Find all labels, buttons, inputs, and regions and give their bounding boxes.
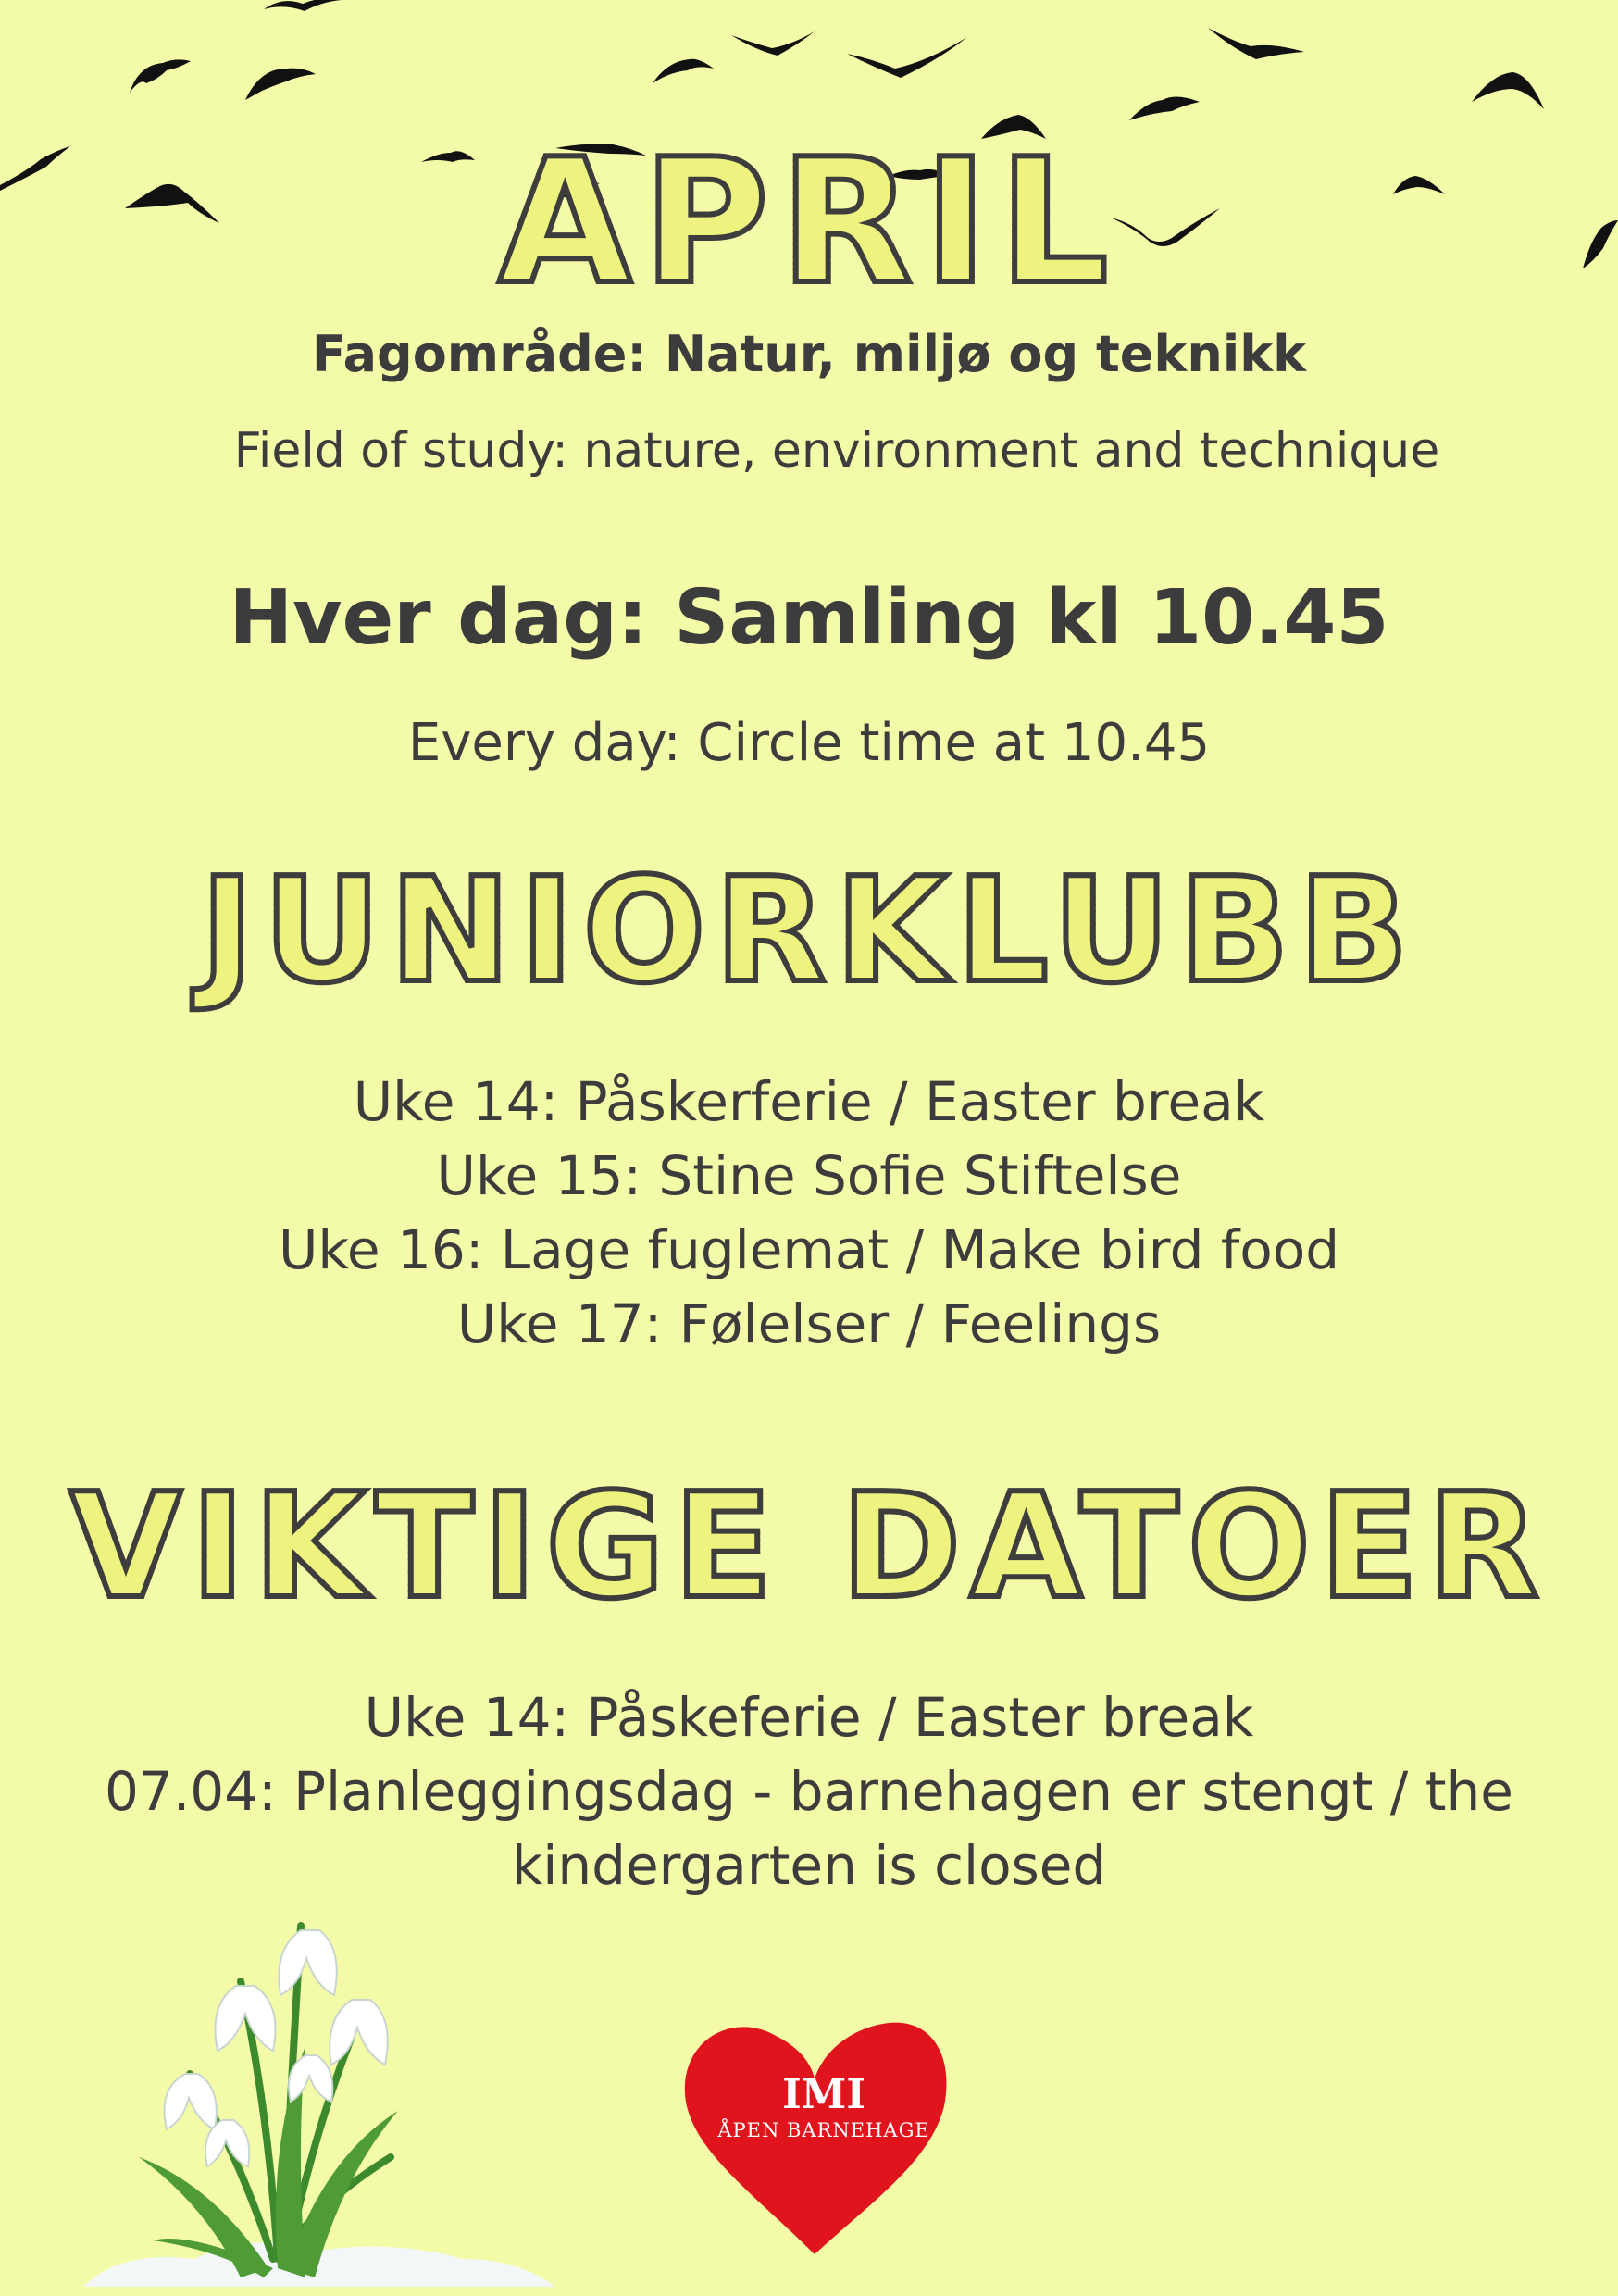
- list-item: Uke 15: Stine Sofie Stiftelse: [436, 1144, 1182, 1207]
- list-item: Uke 17: Følelser / Feelings: [456, 1292, 1162, 1355]
- bird-icon: [130, 59, 191, 93]
- juniorklubb-heading: JUNIORKLUBB: [0, 847, 1618, 1014]
- list-item: Uke 16: Lage fuglemat / Make bird food: [278, 1218, 1340, 1281]
- juniorklubb-list: [0, 1065, 1618, 1361]
- list-item: Uke 14: Påskeferie / Easter break: [364, 1686, 1254, 1749]
- bird-icon: [653, 59, 714, 83]
- bird-icon: [245, 69, 316, 100]
- subject-english: Field of study: nature, environment and technique: [233, 423, 1440, 479]
- daily-schedule-english: Every day: Circle time at 10.45: [407, 713, 1211, 773]
- important-dates-heading: VIKTIGE DATOER: [0, 1463, 1618, 1629]
- bird-icon: [264, 0, 342, 11]
- bird-icon: [731, 31, 815, 56]
- list-item: 07.04: Planleggingsdag - barnehagen er stengt / the kindergarten is closed: [105, 1760, 1513, 1897]
- list-item: Uke 14: Påskerferie / Easter break: [353, 1070, 1265, 1133]
- bird-icon: [1129, 96, 1200, 120]
- snowdrop-flower-illustration: [83, 1852, 565, 2296]
- bird-icon: [1472, 72, 1544, 109]
- daily-schedule-norwegian: Hver dag: Samling kl 10.45: [229, 574, 1389, 662]
- bird-icon: [1208, 28, 1304, 59]
- logo-main-text: IMI: [782, 2071, 865, 2118]
- logo: [685, 2072, 963, 2142]
- page-title: APRIL: [0, 130, 1618, 315]
- subject-norwegian: Fagområde: Natur, miljø og teknikk: [311, 325, 1307, 383]
- bird-icon: [847, 37, 967, 78]
- logo-sub-text: ÅPEN BARNEHAGE: [717, 2119, 930, 2141]
